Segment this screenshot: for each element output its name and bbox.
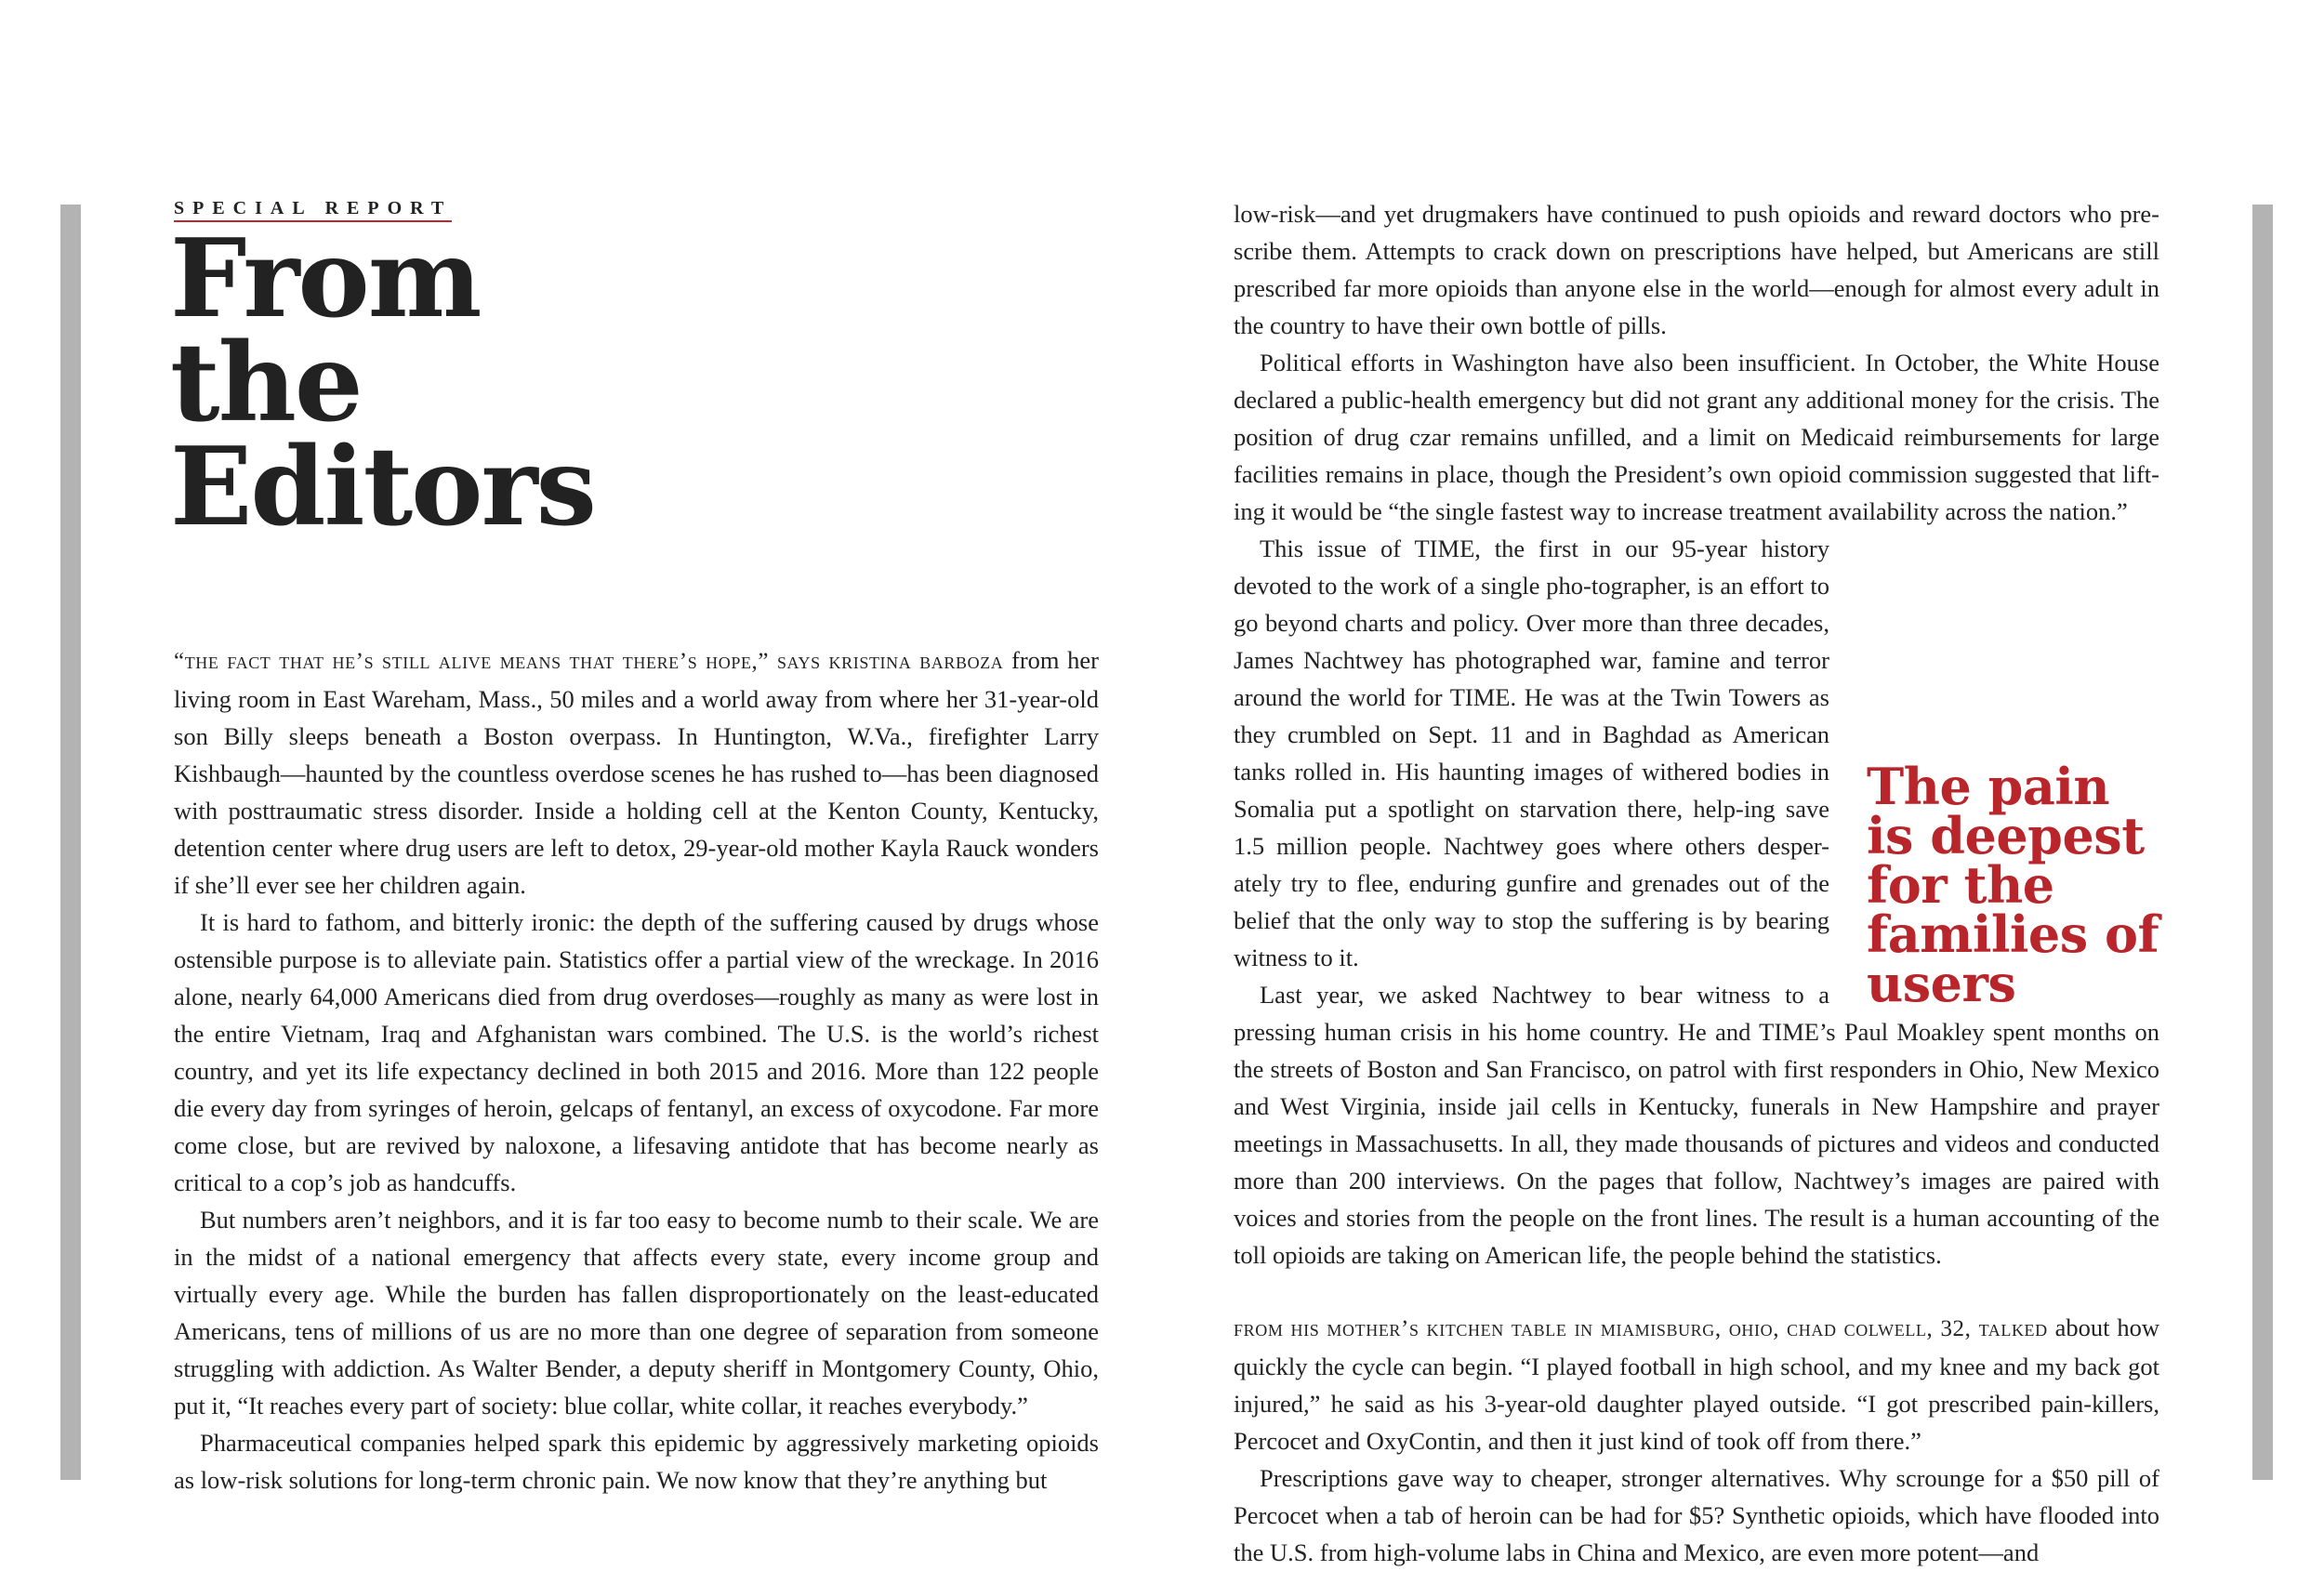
paragraph: But numbers aren’t neighbors, and it is far too easy to become numb to their scale. We are in the midst of a national emergency that affects every state, every income group and virtually every age. While the burden has fallen disproportionately on the least-educated Americans, tens of millions of us are no more than one degree of separation from someone struggling with addiction. As Walter Bender, a deputy sheriff in Montgomery County, Ohio, put it, “It reaches every part of society: blue collar, white collar, it reaches everybody.” xyxy=(174,1206,1099,1419)
paragraph: It is hard to fathom, and bitterly ironic: the depth of the suffering caused by drugs whose ostensible purpose is to alleviate pain. Statistics offer a partial view of the wreckage. In 2016 alone, nearly 64,000 Americans died from drug overdoses—roughly as many as were lost in the entire Vietnam, Iraq and Afghanistan wars combined. The U.S. is the world’s richest country, and yet its life expectancy declined in both 2015 and 2016. More than 122 people die every day from syringes of heroin, gelcaps of fentanyl, an excess of oxycodone. Far more come close, but are revived by naloxone, a lifesaving antidote that has become nearly as critical to a cop’s job as handcuffs. xyxy=(174,908,1099,1196)
headline-line-2: the xyxy=(170,320,362,446)
paragraph xyxy=(174,641,1099,904)
paragraph: Political efforts in Washington have also been insufficient. In October, the White House declared a public-health emergency but did not grant any additional money for the crisis. The position of drug czar remains unfilled, and a limit on Medicaid reimbursements for large facilities remains in place, though the President’s own opioid commission suggested that lift-ing it would be “the single fastest way to increase treatment availability across the nation.” xyxy=(1234,349,2159,525)
left-margin-bar xyxy=(60,205,81,1480)
left-column xyxy=(174,641,1099,1498)
paragraph: Prescriptions gave way to cheaper, stronger alternatives. Why scrounge for a $50 pill of Percocet when a tab of heroin can be had for $5? Synthetic opioids, which have flooded into the U.S. from high-volume labs in China and Mexico, are even more potent—and xyxy=(1234,1464,2159,1566)
section-kicker: SPECIAL REPORT xyxy=(174,198,452,222)
paragraph: Pharmaceutical companies helped spark this epidemic by aggressively marketing opioids as low-risk solutions for long-term chronic pain. We now know that they’re anything but xyxy=(174,1429,1099,1494)
paragraph: Last year, we asked Nachtwey to bear witness to a pressing human crisis in his home country. He and TIME’s Paul Moakley spent months on the streets of Boston and San Francisco, on patrol with first responders in Ohio, New Mexico and West Virginia, inside jail cells in Kentucky, funerals in New Hampshire and prayer meetings in Massachusetts. In all, they made thousands of pictures and videos and conducted more than 200 interviews. On the pages that follow, Nachtwey’s images are paired with voices and stories from the people on the front lines. The result is a human accounting of the toll opioids are taking on American life, the people behind the statistics. xyxy=(1234,981,2159,1269)
headline-line-1: From xyxy=(170,216,481,342)
paragraph-text: from her living room in East Wareham, Mass., 50 miles and a world away from where her 31-year-old son Billy sleeps beneath a Boston overpass. In Huntington, W.Va., firefighter Larry Kishbaugh—haunted by the countless overdose scenes he has rushed to—has been diagnosed with posttraumatic stress disorder. Inside a holding cell at the Kenton County, Kentucky, detention center where drug users are left to detox, 29-year-old mother Kayla Rauck wonders if she’ll ever see her children again. xyxy=(174,646,1099,899)
section-break xyxy=(1234,1274,2159,1309)
right-column xyxy=(1234,195,2159,1571)
paragraph xyxy=(1234,1309,2159,1459)
paragraph-text: about how quickly the cycle can begin. “I played football in high school, and my knee and my back got injured,” he said as his 3-year-old daughter played outside. “I got prescribed pain-killers, Percocet and OxyContin, and then it just kind of took off from there.” xyxy=(1234,1314,2160,1455)
lead-in-caps: “the fact that he’s still alive means that there’s hope,” says kristina barboza xyxy=(174,649,1004,674)
right-margin-bar xyxy=(2252,205,2273,1480)
lead-in-caps: from his mother’s kitchen table in miamisburg, ohio, chad colwell, 32, talked xyxy=(1234,1316,2048,1341)
pull-quote: The pain is deepest for the families of users xyxy=(1867,757,2159,1013)
page-title xyxy=(170,216,595,550)
headline-line-3: Editors xyxy=(170,424,595,550)
paragraph: This issue of TIME, the first in our 95-year history devoted to the work of a single pho-tographer, is an effort to go beyond charts and policy. Over more than three decades, James Nachtwey has photographed war, famine and terror around the world for TIME. He was at the Twin Towers as they crumbled on Sept. 11 and in Baghdad as American tanks rolled in. His haunting images of withered bodies in Somalia put a spotlight on starvation there, help-ing save 1.5 million people. Nachtwey goes where others desper-ately try to flee, enduring gunfire and grenades out of the belief that the only way to stop the suffering is by bearing witness to it. xyxy=(1234,535,1829,971)
paragraph: low-risk—and yet drugmakers have continued to push opioids and reward doctors who pre-scribe them. Attempts to crack down on prescriptions have helped, but Americans are still prescribed far more opioids than anyone else in the world—enough for almost every adult in the country to have their own bottle of pills. xyxy=(1234,200,2159,339)
